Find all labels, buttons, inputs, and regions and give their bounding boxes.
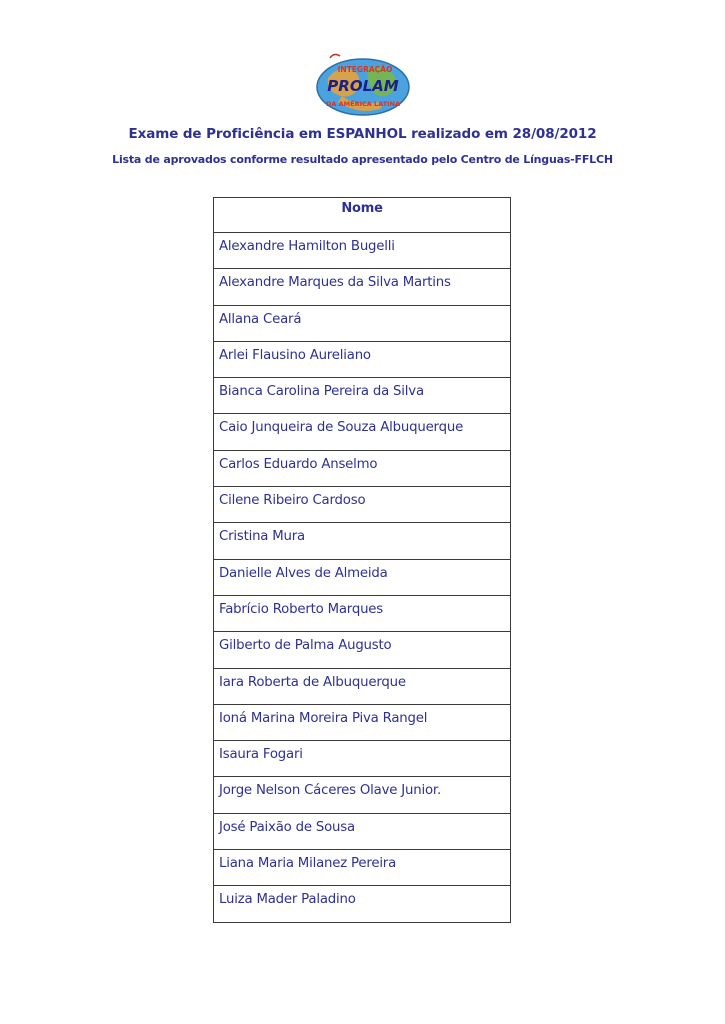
page-subtitle: Lista de aprovados conforme resultado apresentado pelo Centro de Línguas-FFLCH	[112, 153, 613, 166]
page-title: Exame de Proficiência em ESPANHOL realizado em 28/08/2012	[128, 126, 597, 142]
table-row	[214, 813, 511, 849]
prolam-logo-graphic	[308, 50, 418, 122]
logo-line1: INTEGRAÇÃO	[337, 65, 393, 74]
prolam-logo	[308, 50, 418, 122]
table-row	[214, 269, 511, 305]
name-cell: Gilberto de Palma Augusto	[214, 632, 511, 668]
column-header-nome: Nome	[214, 198, 511, 233]
table-row	[214, 559, 511, 595]
table-row	[214, 305, 511, 341]
table-row	[214, 777, 511, 813]
table-row	[214, 341, 511, 377]
table-header-row	[214, 198, 511, 233]
table-row	[214, 632, 511, 668]
name-cell: Bianca Carolina Pereira da Silva	[214, 378, 511, 414]
approved-list-table	[213, 197, 511, 923]
name-cell: Arlei Flausino Aureliano	[214, 341, 511, 377]
table-row	[214, 704, 511, 740]
table-row	[214, 523, 511, 559]
name-cell: Danielle Alves de Almeida	[214, 559, 511, 595]
table-row	[214, 487, 511, 523]
name-cell: Alexandre Hamilton Bugelli	[214, 233, 511, 269]
name-cell: Iara Roberta de Albuquerque	[214, 668, 511, 704]
table-row	[214, 741, 511, 777]
table-row	[214, 886, 511, 922]
table-row	[214, 668, 511, 704]
table-row	[214, 595, 511, 631]
table-row	[214, 850, 511, 886]
name-cell: Cristina Mura	[214, 523, 511, 559]
name-cell: Carlos Eduardo Anselmo	[214, 450, 511, 486]
name-cell: Ioná Marina Moreira Piva Rangel	[214, 704, 511, 740]
table-row	[214, 414, 511, 450]
logo-line3: DA AMÉRICA LATINA	[325, 100, 401, 108]
logo-line2: PROLAM	[327, 77, 399, 95]
name-cell: Liana Maria Milanez Pereira	[214, 850, 511, 886]
name-cell: Jorge Nelson Cáceres Olave Junior.	[214, 777, 511, 813]
table-row	[214, 233, 511, 269]
table-row	[214, 378, 511, 414]
name-cell: Isaura Fogari	[214, 741, 511, 777]
name-cell: Caio Junqueira de Souza Albuquerque	[214, 414, 511, 450]
name-cell: Cilene Ribeiro Cardoso	[214, 487, 511, 523]
name-cell: Allana Ceará	[214, 305, 511, 341]
name-cell: Fabrício Roberto Marques	[214, 595, 511, 631]
table-row	[214, 450, 511, 486]
name-cell: Alexandre Marques da Silva Martins	[214, 269, 511, 305]
name-cell: Luiza Mader Paladino	[214, 886, 511, 922]
name-cell: José Paixão de Sousa	[214, 813, 511, 849]
